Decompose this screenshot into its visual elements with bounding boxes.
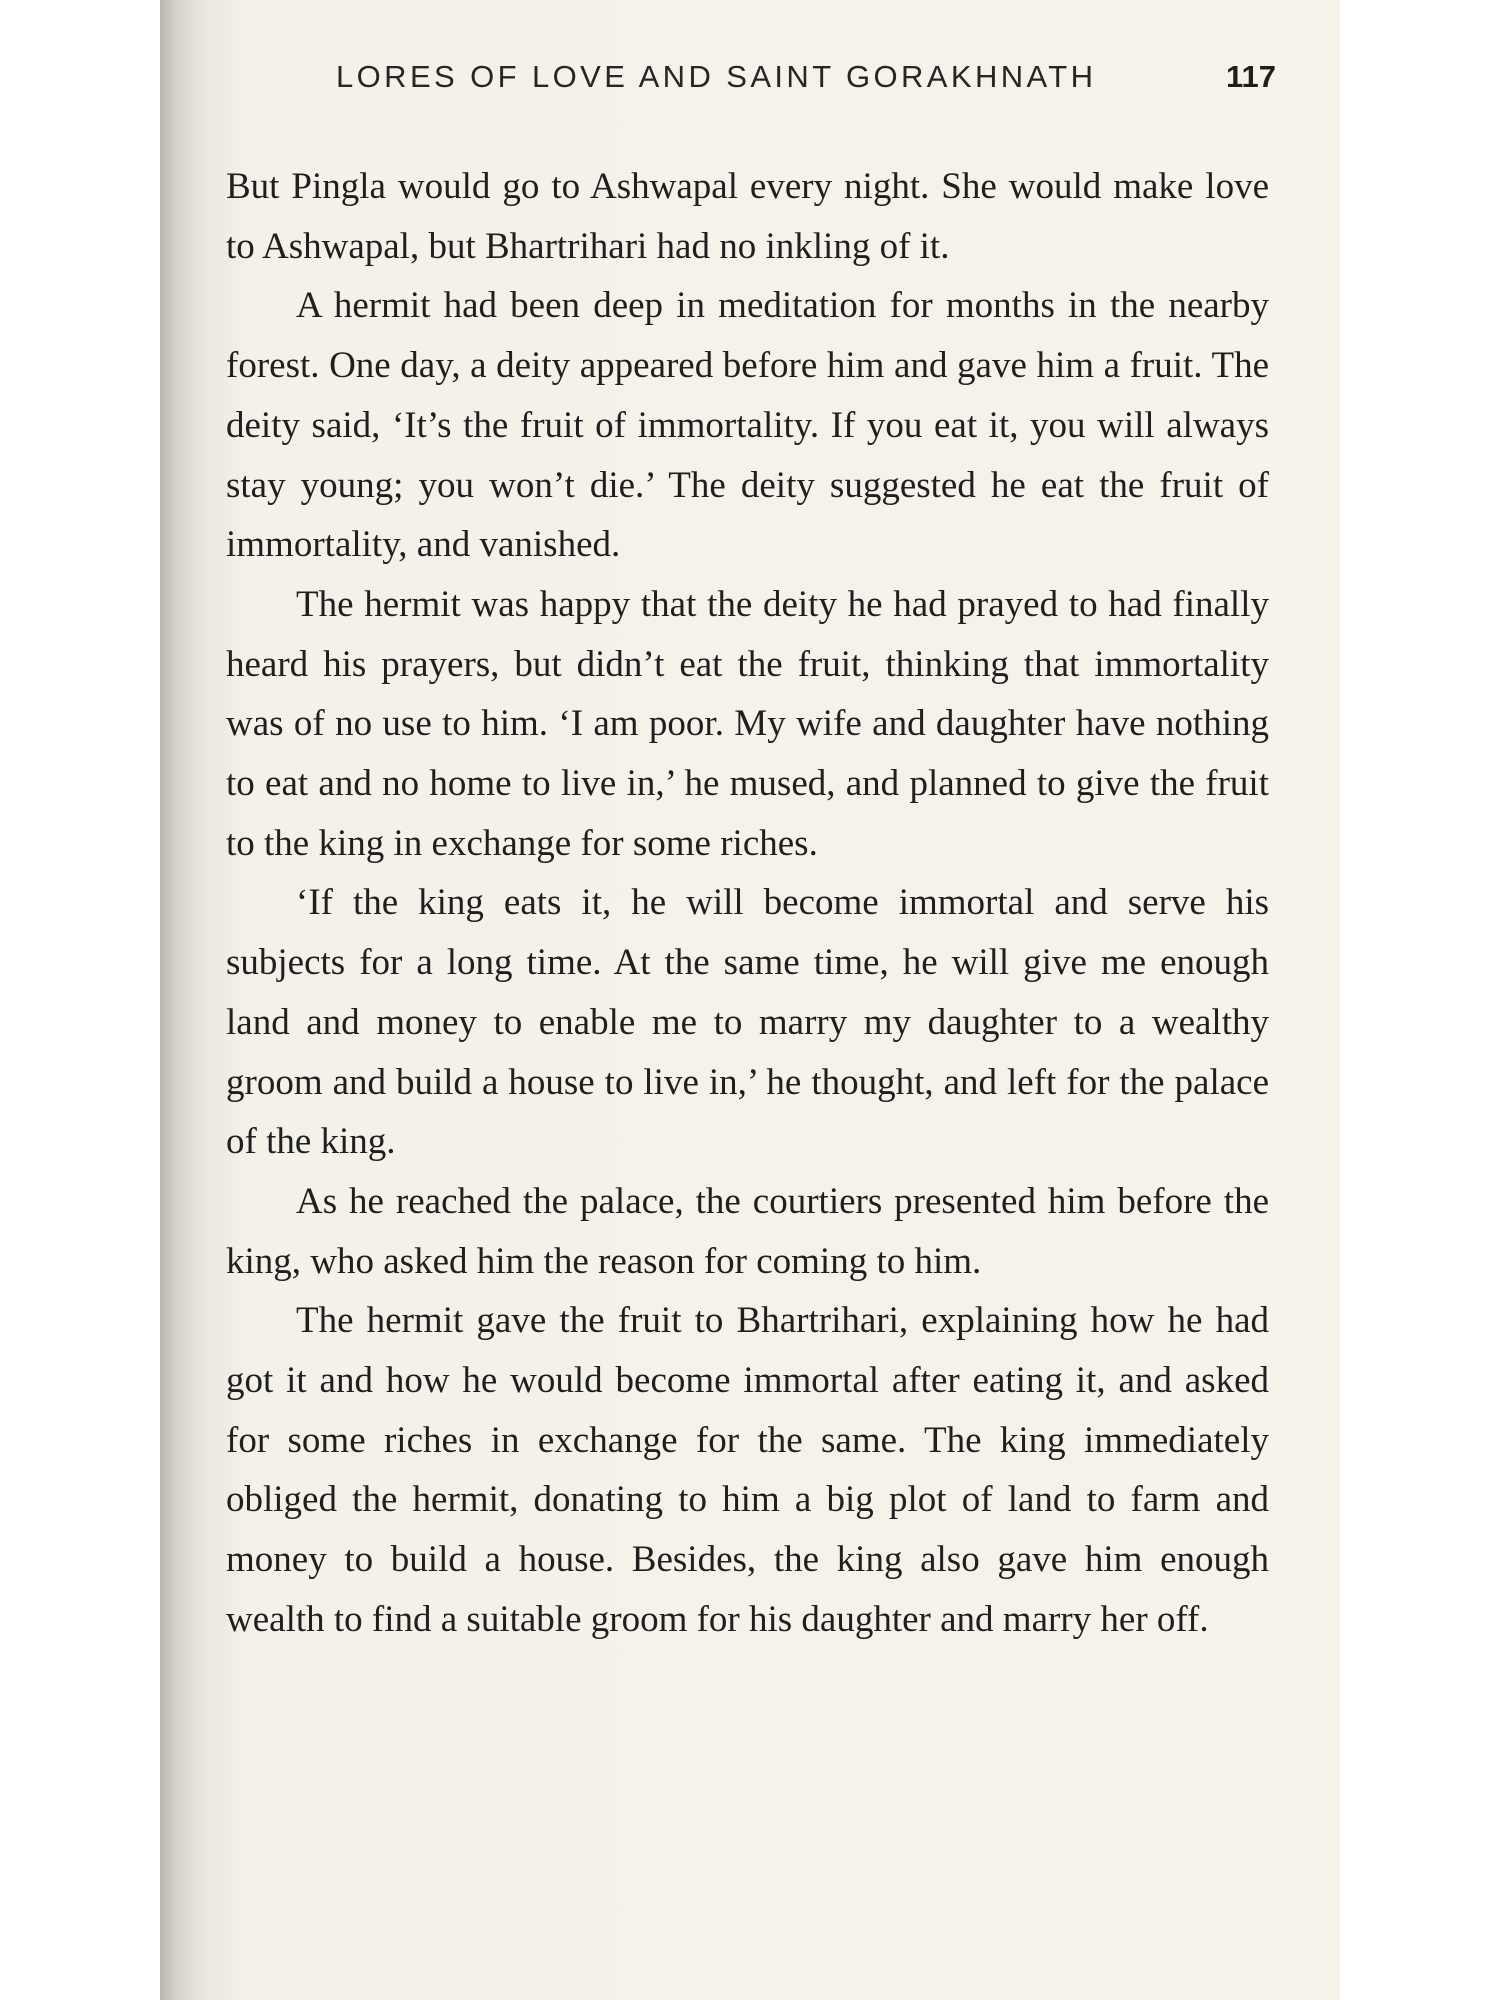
page-number: 117	[1225, 59, 1276, 94]
book-page	[160, 0, 1340, 2000]
paragraph: ‘If the king eats it, he will become immortal and serve his subjects for a long time. At the same time, he will give me enough land and money to enable me to marry my daughter to a wealthy groom and build a house to live in,’ he thought, and left for the palace of the king.	[226, 882, 1269, 1163]
paragraph: But Pingla would go to Ashwapal every night. She would make love to Ashwapal, but Bhartrihari had no inkling of it.	[226, 166, 1269, 267]
paragraph: The hermit was happy that the deity he had prayed to had finally heard his prayers, but didn’t eat the fruit, thinking that immortality was of no use to him. ‘I am poor. My wife and daughter have nothing to eat and no home to live in,’ he mused, and planned to give the fruit to the king in exchange for some riches.	[226, 583, 1269, 864]
paragraph: As he reached the palace, the courtiers presented him before the king, who asked him the reason for coming to him.	[226, 1180, 1269, 1282]
paragraph: A hermit had been deep in meditation for months in the nearby forest. One day, a deity appeared before him and gave him a fruit. The deity said, ‘It’s the fruit of immortality. If you eat it, you will always stay young; you won’t die.’ The deity suggested he eat the fruit of immortality, and vanished.	[226, 285, 1269, 566]
body-text	[226, 157, 1269, 1650]
page-header	[160, 52, 1340, 102]
running-head: LORES OF LOVE AND SAINT GORAKHNATH	[336, 59, 1097, 94]
paragraph: The hermit gave the fruit to Bhartrihari, explaining how he had got it and how he would become immortal after eating it, and asked for some riches in exchange for the same. The king immediately obliged the hermit, donating to him a big plot of land to farm and money to build a house. Besides, the king also gave him enough wealth to find a suitable groom for his daughter and marry her off.	[226, 1300, 1269, 1640]
